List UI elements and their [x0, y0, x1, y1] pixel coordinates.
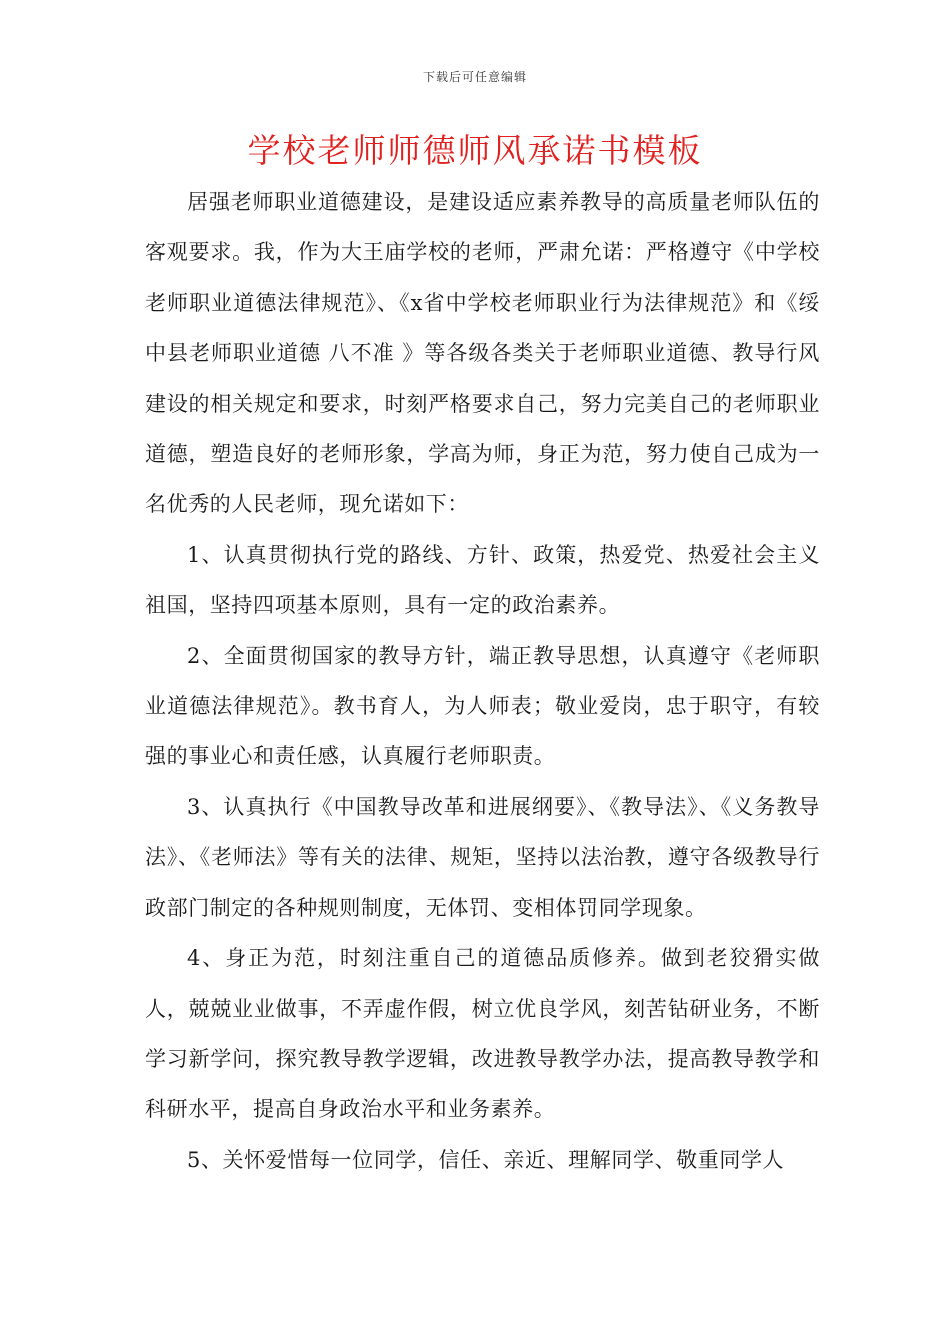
- document-title: 学校老师师德师风承诺书模板: [247, 131, 703, 170]
- paragraph-item-1: 1、认真贯彻执行党的路线、方针、政策，热爱党、热爱社会主义祖国，坚持四项基本原则，具有一定的政治素养。: [145, 542, 820, 618]
- document-body: [145, 177, 820, 1185]
- paragraph-intro: 居强老师职业道德建设，是建设适应素养教导的高质量老师队伍的客观要求。我，作为大王庙学校的老师，严肃允诺：严格遵守《中学校老师职业道德法律规范》、《x省中学校老师职业行为法律规范》和《绥中县老师职业道德 八不准 》等各级各类关于老师职业道德、教导行风建设的相关规定和要求，时刻严格要求自己，努力完美自己的老师职业道德，塑造良好的老师形象，学高为师，身正为范，努力使自己成为一名优秀的人民老师，现允诺如下：: [145, 190, 820, 517]
- paragraph-item-3: 3、认真执行《中国教导改革和进展纲要》、《教导法》、《义务教导法》、《老师法》等有关的法律、规矩，坚持以法治教，遵守各级教导行政部门制定的各种规则制度，无体罚、变相体罚同学现象。: [145, 794, 820, 920]
- paragraph-item-4: 4、身正为范，时刻注重自己的道德品质修养。做到老狡猾实做人，兢兢业业做事，不弄虚作假，树立优良学风，刻苦钻研业务，不断学习新学问，探究教导教学逻辑，改进教导教学办法，提高教导教学和科研水平，提高自身政治水平和业务素养。: [145, 946, 820, 1122]
- paragraph-item-2: 2、全面贯彻国家的教导方针，端正教导思想，认真遵守《老师职业道德法律规范》。教书育人，为人师表；敬业爱岗，忠于职守，有较强的事业心和责任感，认真履行老师职责。: [145, 643, 820, 769]
- header-note: 下载后可任意编辑: [422, 70, 527, 84]
- paragraph-item-5: 5、关怀爱惜每一位同学，信任、亲近、理解同学、敬重同学人: [187, 1147, 785, 1172]
